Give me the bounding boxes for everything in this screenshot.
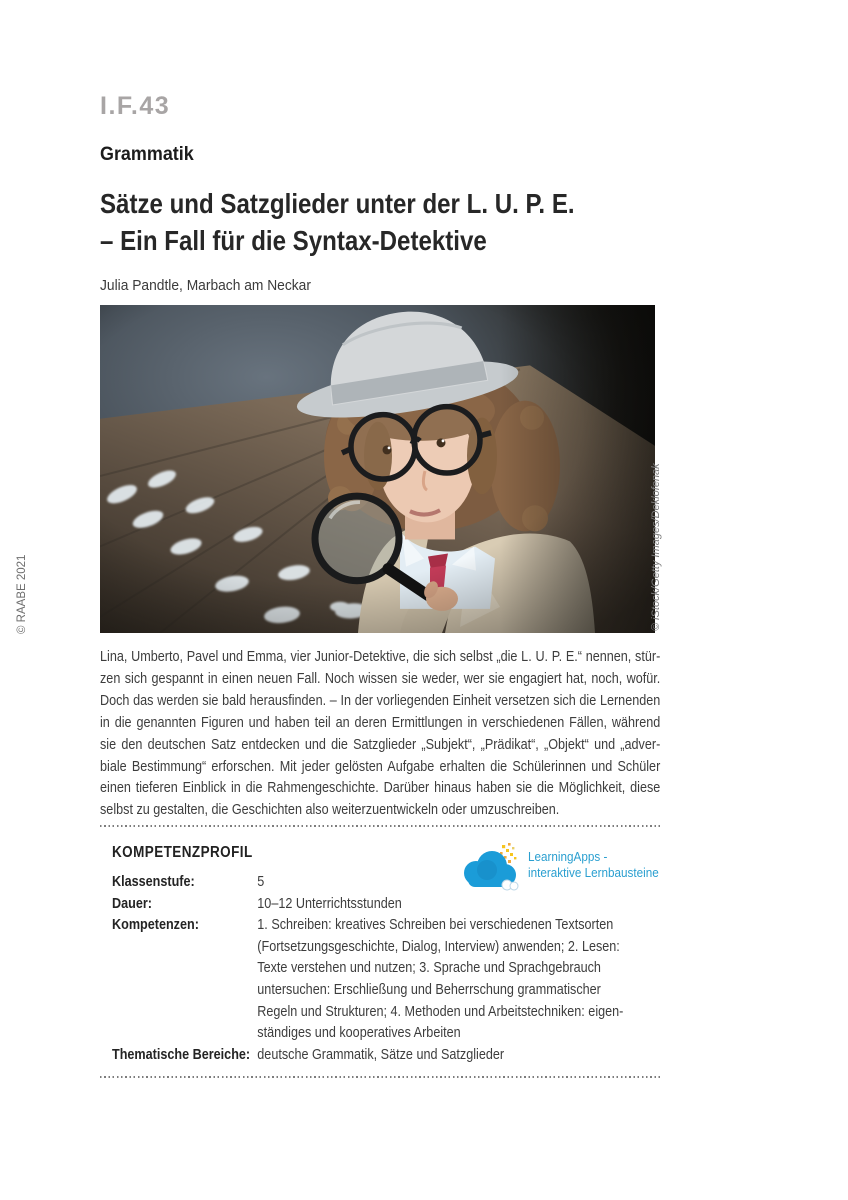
page-title — [100, 185, 754, 259]
author-line: Julia Pandtle, Marbach am Neckar — [100, 277, 311, 294]
profile-value-line: Regeln und Strukturen; 4. Methoden und Arbeitstechniken: eigen- — [257, 1003, 624, 1020]
intro-line: selbst zu gestalten, die Geschichten also weiterzuentwickeln oder umzuschreiben. — [100, 802, 560, 819]
profile-row-klassenstufe — [112, 872, 742, 894]
profile-value-line: 10–12 Unterrichtsstunden — [257, 895, 402, 912]
photo-credit-vertical: © iStock/Getty Images/Deklofenak — [650, 463, 662, 631]
intro-line: biale Bestimmung“ erforschen. Mit jeder gelösten Aufgabe erhalten die Schülerinnen und Schüler — [100, 758, 661, 775]
title-line-2: – Ein Fall für die Syntax-Detektive — [100, 225, 487, 256]
photo-vignette — [100, 305, 655, 633]
intro-line: in die genannten Figuren und haben teil an deren Ermittlungen in verschiedenen Fällen, während — [100, 714, 661, 731]
raabe-copyright-vertical: © RAABE 2021 — [16, 554, 28, 634]
profile-label: Kompetenzen: — [112, 917, 199, 934]
dotted-divider-bottom — [100, 1076, 662, 1078]
intro-line: Lina, Umberto, Pavel und Emma, vier Junior-Detektive, die sich selbst „die L. U. P. E.“ nennen, stür- — [100, 649, 661, 665]
profile-label: Thematische Bereiche: — [112, 1046, 251, 1063]
detective-child-photo — [100, 305, 655, 633]
category-label: Grammatik — [100, 143, 194, 165]
intro-line: sie den deutschen Satz entdecken und die Satzglieder „Subjekt“, „Prädikat“, „Objekt“ und „adver- — [100, 736, 661, 753]
profile-value-line: (Fortsetzungsgeschichte, Dialog, Interview) anwenden; 2. Lesen: — [257, 938, 620, 955]
profile-value-line: deutsche Grammatik, Sätze und Satzglieder — [257, 1046, 505, 1063]
profile-row-thematische-bereiche — [112, 1045, 742, 1067]
profile-value-line: untersuchen: Erschließung und Beherrschung grammatischer — [257, 981, 601, 998]
intro-line: zen sich gespannt in einen neuen Fall. Noch wissen sie weder, wer sie engagiert hat, noch, wofür. — [100, 670, 661, 687]
profile-row-kompetenzen — [112, 915, 742, 1045]
profile-value-line: 5 — [257, 874, 265, 890]
dotted-divider-top — [100, 825, 662, 827]
profile-row-dauer — [112, 894, 742, 916]
profile-value-line: ständiges und kooperatives Arbeiten — [257, 1025, 461, 1042]
profile-value-line: 1. Schreiben: kreatives Schreiben bei verschiedenen Textsorten — [257, 917, 614, 934]
profile-table — [112, 872, 836, 1066]
profile-value-line: Texte verstehen und nutzen; 3. Sprache und Sprachgebrauch — [257, 960, 601, 977]
intro-paragraph — [100, 647, 744, 822]
profile-label: Dauer: — [112, 895, 152, 912]
logo-text-line-2: interaktive Lernbausteine — [528, 864, 659, 880]
intro-line: Doch das werden sie bald herausfinden. – In der vorliegenden Einheit versetzen sich die Lernenden — [100, 692, 661, 709]
kompetenzprofil-heading: KOMPETENZPROFIL — [112, 844, 253, 861]
profile-label: Klassenstufe: — [112, 874, 195, 890]
unit-code: I.F.43 — [100, 92, 171, 120]
intro-line: einen tieferen Einblick in die Rahmengeschichte. Darüber hinaus haben sie die Möglichkeit, diese — [100, 780, 661, 797]
logo-text-line-1: LearningApps - — [528, 849, 608, 864]
title-line-1: Sätze und Satzglieder unter der L. U. P. E. — [100, 188, 575, 219]
